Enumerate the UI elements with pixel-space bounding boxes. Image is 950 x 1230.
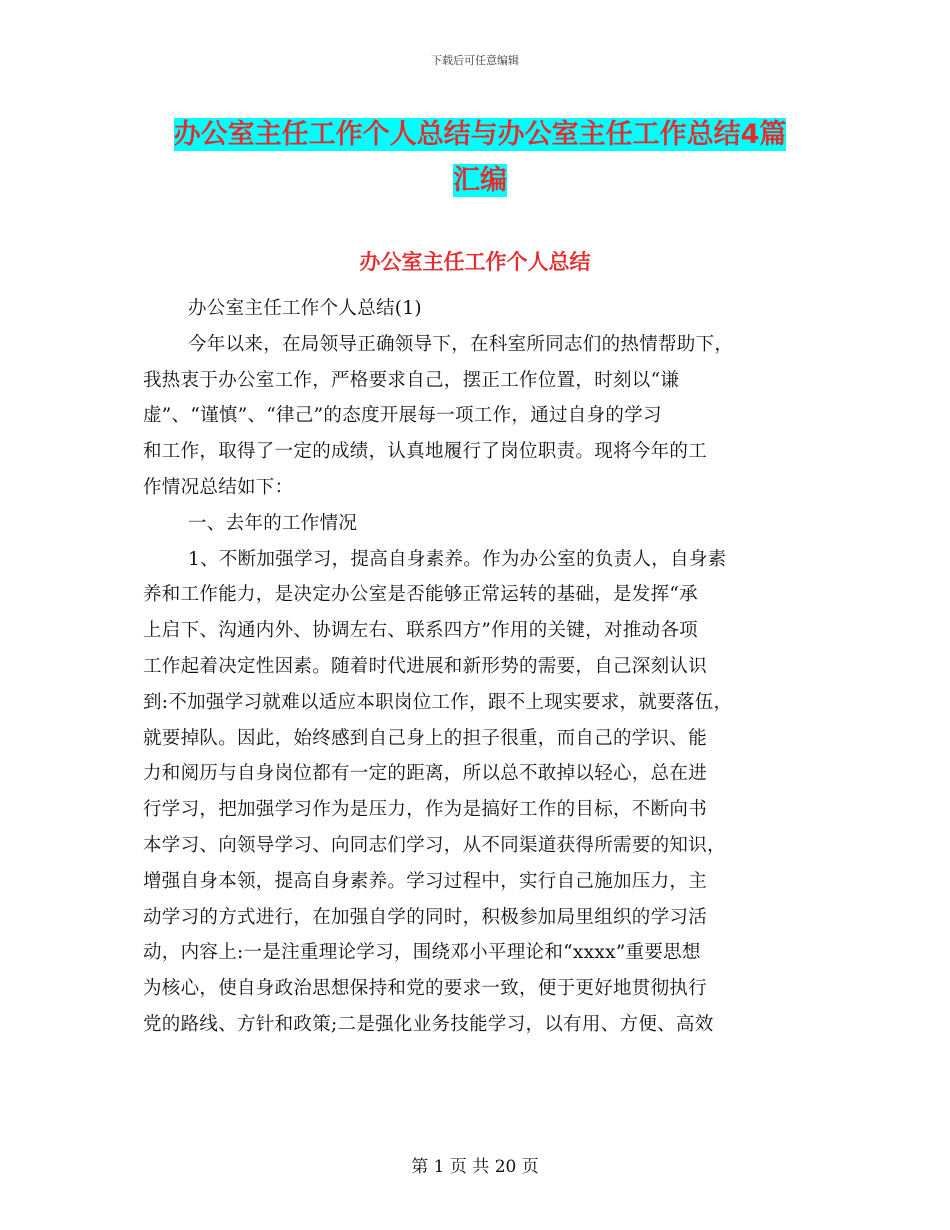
document-title-line-2: 汇编	[453, 165, 507, 196]
body-line: 虚”、“谨慎”、“律己”的态度开展每一项工作，通过自身的学习	[143, 405, 662, 427]
body-line: 动学习的方式进行，在加强自学的同时，积极参加局里组织的学习活	[143, 906, 708, 928]
document-title-line-1: 办公室主任工作个人总结与办公室主任工作总结4篇	[173, 119, 787, 150]
body-line: 1、不断加强学习，提高自身素养。作为办公室的负责人，自身素	[188, 548, 727, 570]
body-line: 就要掉队。因此，始终感到自己身上的担子很重，而自己的学识、能	[143, 727, 708, 749]
body-line: 本学习、向领导学习、向同志们学习，从不同渠道获得所需要的知识，	[143, 834, 726, 856]
body-line: 工作起着决定性因素。随着时代进展和新形势的需要，自己深刻认识	[143, 655, 708, 677]
body-line: 办公室主任工作个人总结(1)	[188, 298, 422, 319]
body-line: 行学习，把加强学习作为是压力，作为是搞好工作的目标，不断向书	[143, 799, 708, 821]
body-line: 养和工作能力，是决定办公室是否能够正常运转的基础，是发挥“承	[143, 584, 698, 606]
body-line: 一、去年的工作情况	[188, 512, 358, 534]
body-line: 力和阅历与自身岗位都有一定的距离，所以总不敢掉以轻心，总在进	[143, 763, 708, 785]
body-line: 增强自身本领，提高自身素养。学习过程中，实行自己施加压力，主	[143, 870, 708, 892]
body-line: 到:不加强学习就难以适应本职岗位工作，跟不上现实要求，就要落伍，	[143, 691, 733, 713]
body-line: 今年以来，在局领导正确领导下，在科室所同志们的热情帮助下，	[188, 333, 734, 355]
page-header-note: 下载后可任意编辑	[431, 54, 519, 67]
section-title: 办公室主任工作个人总结	[359, 250, 591, 274]
body-line: 党的路线、方针和政策;二是强化业务技能学习，以有用、方便、高效	[143, 1013, 714, 1035]
document-body	[143, 291, 813, 1043]
body-line: 动，内容上:一是注重理论学习，围绕邓小平理论和“xxxx”重要思想	[143, 942, 701, 964]
body-line: 上启下、沟通内外、协调左右、联系四方”作用的关键，对推动各项	[143, 620, 698, 642]
body-line: 作情况总结如下：	[143, 476, 294, 498]
body-line: 为核心，使自身政治思想保持和党的要求一致，便于更好地贯彻执行	[143, 978, 708, 1000]
body-line: 和工作，取得了一定的成绩，认真地履行了岗位职责。现将今年的工	[143, 441, 708, 463]
body-line: 我热衷于办公室工作，严格要求自己，摆正工作位置，时刻以“谦	[143, 369, 680, 391]
page-number: 第 1 页 共 20 页	[411, 1157, 539, 1177]
document-title	[140, 112, 820, 204]
